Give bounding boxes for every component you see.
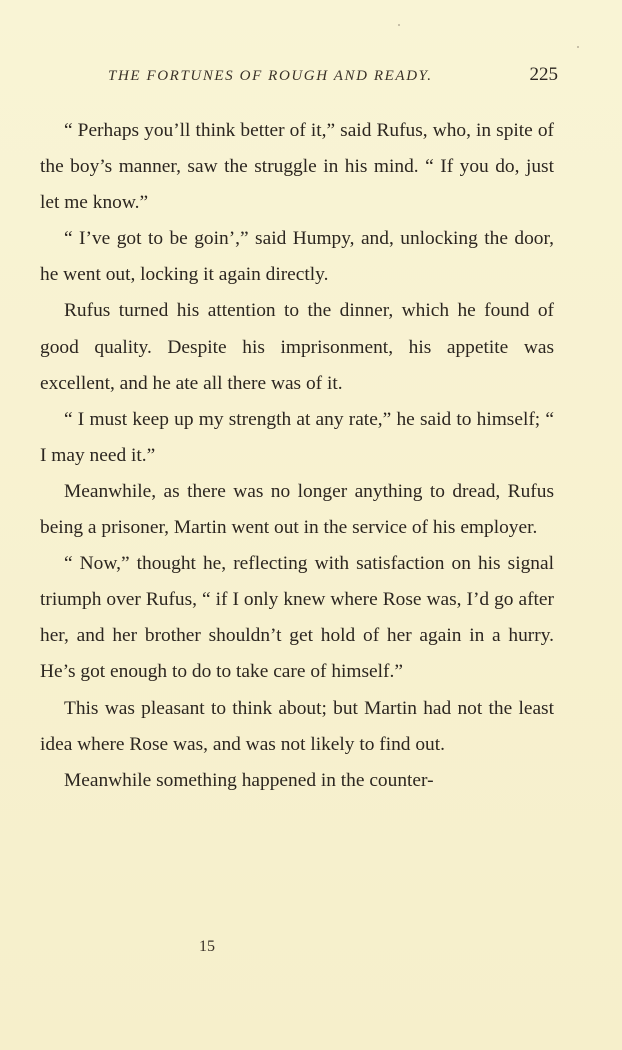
- page-number: 225: [529, 64, 558, 85]
- running-head: [40, 64, 558, 94]
- running-title: THE FORTUNES OF ROUGH AND READY.: [108, 68, 433, 84]
- signature-mark: 15: [199, 938, 215, 955]
- paper-speck: [398, 24, 400, 26]
- paragraph: This was pleasant to think about; but Martin had not the least idea where Rose was, and was not likely to find out.: [40, 697, 554, 755]
- paragraph: “ I must keep up my strength at any rate,” he said to himself; “ I may need it.”: [40, 408, 554, 466]
- paragraph: Rufus turned his attention to the dinner, which he found of good quality. Despite his imprisonment, his appetite was excellent, and he ate all there was of it.: [40, 300, 554, 394]
- paragraph: Meanwhile, as there was no longer anything to dread, Rufus being a prisoner, Martin went out in the service of his employer.: [40, 480, 554, 539]
- paragraph: “ Perhaps you’ll think better of it,” said Rufus, who, in spite of the boy’s manner, saw the struggle in his mind. “ If you do, just let me know.”: [40, 120, 554, 214]
- paragraph: Meanwhile something happened in the counter-: [64, 769, 434, 791]
- paper-speck: [577, 46, 579, 48]
- body-text: [40, 113, 554, 799]
- paragraph: “ Now,” thought he, reflecting with satisfaction on his signal triumph over Rufus, “ if I only knew where Rose was, I’d go after her, and her brother shouldn’t get hold of her again in a hurry. He’s got enough to do to take care of himself.”: [40, 553, 554, 683]
- paragraph: “ I’ve got to be goin’,” said Humpy, and, unlocking the door, he went out, locking it again directly.: [40, 228, 554, 286]
